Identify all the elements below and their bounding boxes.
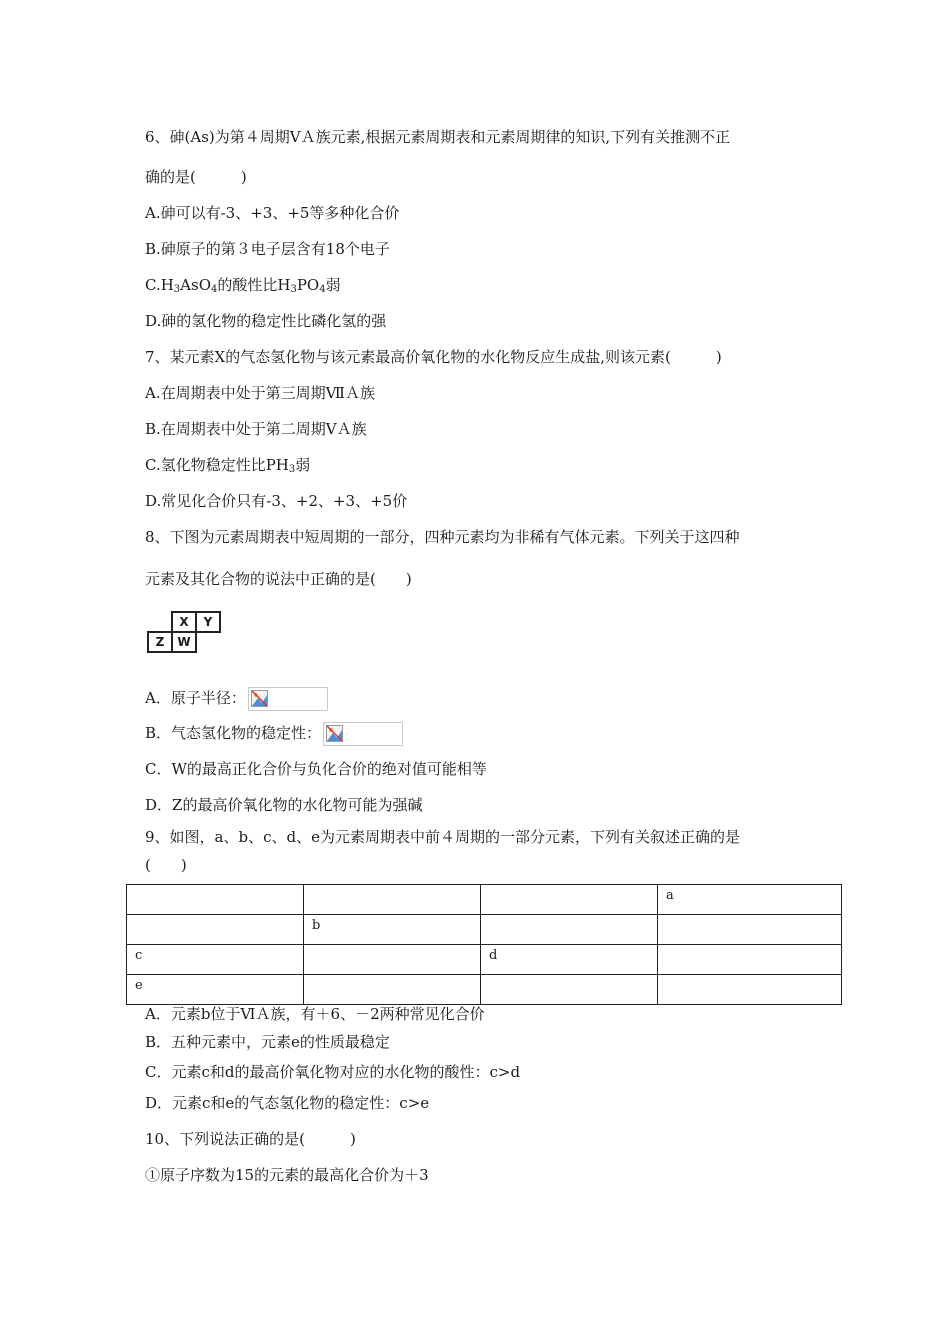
q6-stem-line1: 6、砷(As)为第４周期ⅤＡ族元素,根据元素周期表和元素周期律的知识,下列有关推测不正 <box>145 128 731 146</box>
table-cell <box>658 945 842 975</box>
q8-option-b: B．气态氢化物的稳定性： <box>145 721 403 746</box>
q9-stem-line2: ( ) <box>145 856 187 874</box>
table-cell <box>304 885 481 915</box>
table-row <box>127 915 842 945</box>
table-row <box>127 945 842 975</box>
q6-option-c: $C.H_3AsO_4$的酸性比$H_3PO_4$弱 <box>145 276 341 295</box>
table-cell <box>658 915 842 945</box>
q9-option-b: B．五种元素中，元素e的性质最稳定 <box>145 1033 390 1051</box>
q6-option-a: A.砷可以有-3、+3、+5等多种化合价 <box>145 204 400 222</box>
broken-image-icon <box>248 687 328 711</box>
table-row <box>127 975 842 1005</box>
table-cell: a <box>658 885 842 915</box>
q8-option-a: A．原子半径： <box>145 686 328 711</box>
table-cell <box>127 915 304 945</box>
q7-option-c: C.氢化物稳定性比$PH_3$弱 <box>145 456 311 475</box>
q7-option-a: A.在周期表中处于第三周期ⅦＡ族 <box>145 384 375 402</box>
q10-stem: 10、下列说法正确的是( ) <box>145 1130 356 1148</box>
grid-cell-w: W <box>171 631 197 653</box>
q7-option-d: D.常见化合价只有-3、+2、+3、+5价 <box>145 492 408 510</box>
periodic-table-fragment <box>126 884 842 1005</box>
q6-option-d: D.砷的氢化物的稳定性比磷化氢的强 <box>145 312 387 330</box>
q9-option-a: A．元素b位于ⅥＡ族，有＋6、－2两种常见化合价 <box>145 1005 485 1023</box>
grid-cell-z: Z <box>147 631 173 653</box>
table-cell: b <box>304 915 481 945</box>
grid-cell-y: Y <box>195 611 221 633</box>
q9-option-d: D．元素c和e的气态氢化物的稳定性：c>e <box>145 1094 430 1112</box>
q8-option-d: D．Z的最高价氧化物的水化物可能为强碱 <box>145 796 423 814</box>
q8-stem-line1: 8、下图为元素周期表中短周期的一部分，四种元素均为非稀有气体元素。下列关于这四种 <box>145 528 740 546</box>
table-row <box>127 885 842 915</box>
table-cell <box>127 885 304 915</box>
table-cell: c <box>127 945 304 975</box>
q6-stem-line2: 确的是( ) <box>145 168 247 186</box>
table-cell <box>481 915 658 945</box>
q8-stem-line2: 元素及其化合物的说法中正确的是( ) <box>145 570 412 588</box>
q8-option-c: C．W的最高正化合价与负化合价的绝对值可能相等 <box>145 760 487 778</box>
table-cell <box>658 975 842 1005</box>
table-cell <box>304 975 481 1005</box>
table-cell: d <box>481 945 658 975</box>
table-cell <box>304 945 481 975</box>
table-cell <box>481 885 658 915</box>
q9-stem-line1: 9、如图，a、b、c、d、e为元素周期表中前４周期的一部分元素，下列有关叙述正确的是 <box>145 828 740 846</box>
table-cell <box>481 975 658 1005</box>
q10-item-1: ①原子序数为15的元素的最高化合价为＋3 <box>145 1166 429 1184</box>
grid-cell-x: X <box>171 611 197 633</box>
element-grid-figure <box>145 611 223 653</box>
q6-option-b: B.砷原子的第３电子层含有18个电子 <box>145 240 390 258</box>
q7-option-b: B.在周期表中处于第二周期ⅤＡ族 <box>145 420 367 438</box>
q7-stem: 7、某元素X的气态氢化物与该元素最高价氧化物的水化物反应生成盐,则该元素( ) <box>145 348 722 366</box>
q9-option-c: C．元素c和d的最高价氧化物对应的水化物的酸性：c>d <box>145 1063 521 1081</box>
broken-image-icon <box>323 722 403 746</box>
table-cell: e <box>127 975 304 1005</box>
